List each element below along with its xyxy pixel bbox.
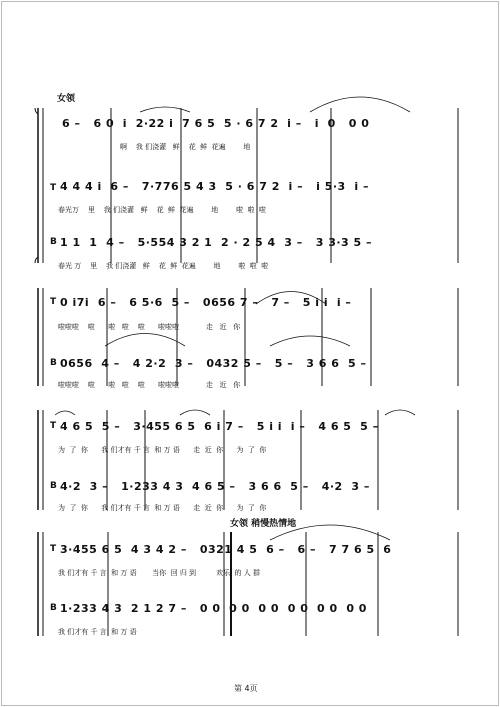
section-label-1: 女领 [57,94,76,104]
part-label: B [50,603,57,613]
lyrics-row: 我 们才有 千 言 和 万 语 [58,628,137,636]
notes-row: 4 6 5 5 – 3·455 6 5 6 i̇ 7 – 5 i̇ i̇ i̇ – 4 6 5 5 – [60,420,379,433]
notes-row: 1 1 1 4 – 5·554 3 2 1 2 · 2 5 4 3 – 3 3·3 5 – [60,236,373,249]
notes-row: 4·2 3 – 1·233 4 3 4 6 5 – 3 6 6 5 – 4·2 3 – [60,480,370,493]
part-label: T [50,421,57,431]
part-label: B [50,237,57,247]
part-label: B [50,481,57,491]
notes-row: 0 i̇7i̇ 6 – 6 5·6 5 – 0656 7 – 7 – 5 i̇ i̇ i̇ – [60,296,352,309]
notes-row: 0656 4 – 4 2·2 3 – 0432 5 – 5 – 3 6 6 5 – [60,357,367,370]
section-label-4: 女领 稍慢热情地 [230,519,297,529]
lyrics-row: 春光万 里 我 们浇灌 鲜 花 鲜 花遍 地 啦 啦 啦 [58,206,267,214]
notes-row: 6 – 6 0 i̇ 2·22 i 7 6 5 5 · 6 7 2 i̇ – i̇ 0 0 0 [62,117,370,130]
lyrics-row: 啦啦啦 啦 啦 啦 啦 啦啦啦 走 近 你 [58,323,241,331]
notes-row: 4 4 4 i̇ 6 – 7·776 5 4 3 5 · 6 7 2 i̇ – i̇ 5·3 i̇ – [60,180,369,193]
lyrics-row: 啦啦啦 啦 啦 啦 啦 啦啦啦 走 近 你 [58,381,241,389]
lyrics-row: 我 们才有 千 言 和 万 语 当你 回 归 到 欢乐 的 人 群 [58,569,260,577]
part-label: T [50,297,57,307]
part-label: B [50,358,57,368]
notes-row: 3·455 6 5 4 3 4 2 – 0321 4 5 6 – 6 – 7 7 6 5 6 [60,543,392,556]
lyrics-row: 啊 我 们浇灌 鲜 花 鲜 花遍 地 [120,143,251,151]
lyrics-row: 春光 万 里 我 们浇灌 鲜 花 鲜 花遍 地 啦 啦 啦 [58,262,269,270]
lyrics-row: 为 了 你 我 们才有 千 言 和 万 语 走 近 你 为 了 你 [58,446,267,454]
part-label: T [50,183,57,193]
lyrics-row: 为 了 你 我 们才有 千 言 和 万 语 走 近 你 为 了 你 [58,504,267,512]
part-label: T [50,544,57,554]
page-number: 第 4页 [234,684,258,693]
notes-row: 1·233 4 3 2 1 2 7 – 0 0 0 0 0 0 0 0 0 0 0 0 [60,602,367,615]
